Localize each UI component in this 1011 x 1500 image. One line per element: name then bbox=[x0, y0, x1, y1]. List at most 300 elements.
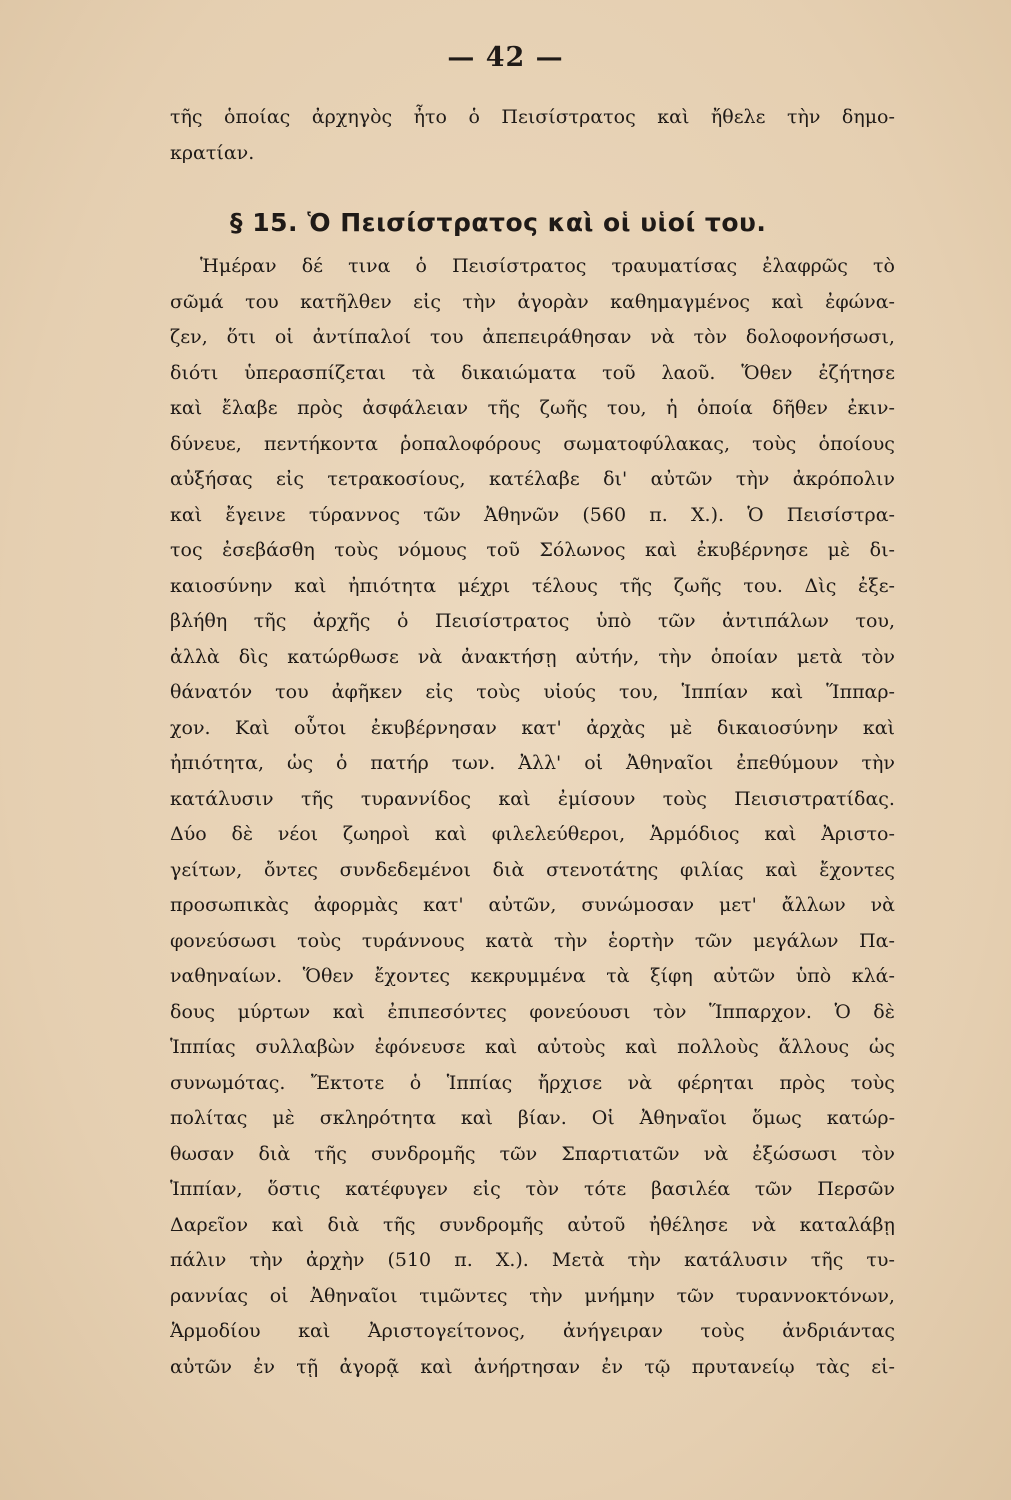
word: διότι bbox=[170, 361, 219, 384]
word: τὸν bbox=[693, 326, 728, 348]
section-heading: § 15. Ὁ Πεισίστρατος καὶ οἱ υἱοί του. bbox=[230, 208, 767, 237]
word: εἰς bbox=[413, 290, 442, 313]
text-line bbox=[170, 391, 895, 427]
word: ἤρχισε bbox=[537, 1071, 603, 1094]
word: τῶν bbox=[423, 503, 461, 526]
word: σωματοφύλακας, bbox=[563, 432, 730, 455]
word: τῶν bbox=[658, 610, 696, 632]
word: τὸν bbox=[861, 1142, 895, 1165]
word: Δὶς bbox=[804, 574, 837, 597]
word: μνήμην bbox=[584, 1284, 655, 1307]
word: ἀρχὴν bbox=[305, 1249, 365, 1271]
text-line bbox=[170, 1172, 895, 1208]
word: οἱ bbox=[584, 752, 604, 774]
word: Ἵππαρ- bbox=[826, 681, 895, 703]
word: συνδρομῆς bbox=[439, 1213, 544, 1236]
text-line bbox=[170, 320, 895, 356]
word: τινα bbox=[348, 255, 391, 277]
text-line bbox=[170, 604, 895, 640]
word: κατάλυσιν bbox=[684, 1249, 788, 1271]
word: τῶν bbox=[499, 1142, 538, 1165]
word: Ἀριστογείτονος, bbox=[367, 1320, 526, 1342]
text-line bbox=[170, 136, 895, 172]
word: πρὸς bbox=[779, 1071, 826, 1094]
page-number: — 42 — bbox=[447, 42, 564, 73]
word: τῆς bbox=[810, 1249, 844, 1271]
word: τοῦ bbox=[602, 361, 636, 384]
word: τοὺς bbox=[334, 539, 379, 561]
word: Ἀθηναῖοι bbox=[626, 752, 714, 774]
word: νὰ bbox=[751, 1213, 776, 1236]
word: μεγάλων bbox=[753, 929, 839, 952]
word: ξίφη bbox=[650, 965, 693, 987]
word: ἐκιν- bbox=[847, 397, 895, 419]
text-line bbox=[170, 533, 895, 569]
word: αὐξήσας bbox=[170, 468, 253, 490]
word: ἀντιπάλων bbox=[722, 610, 829, 632]
word: τὸν bbox=[861, 645, 895, 668]
word: ἦτο bbox=[413, 106, 447, 128]
word: Ἀθηναῖοι bbox=[310, 1284, 398, 1307]
word: Ὅθεν bbox=[302, 965, 354, 987]
word: ἐφόνευσε bbox=[374, 1036, 466, 1058]
word: Χ.). bbox=[495, 1249, 529, 1271]
word: ὁ bbox=[468, 106, 480, 128]
word: ἀρχῆς bbox=[312, 610, 371, 632]
word: Περσῶν bbox=[817, 1178, 895, 1200]
word: δι' bbox=[603, 468, 628, 490]
word: Πεισίστρατος bbox=[435, 610, 570, 632]
text-line bbox=[170, 746, 895, 782]
word: οἱ bbox=[269, 1284, 289, 1307]
word: ἐζήτησε bbox=[818, 361, 895, 384]
word: ἀντίπαλοί bbox=[312, 326, 412, 348]
word: ἠθέλησε bbox=[648, 1213, 728, 1236]
word: Ἔκτοτε bbox=[310, 1071, 385, 1094]
word: βλήθη bbox=[170, 610, 228, 632]
text-line bbox=[170, 995, 895, 1031]
word: θάνατόν bbox=[170, 681, 253, 703]
word: ἐξώσωσι bbox=[752, 1142, 838, 1165]
word: νὰ bbox=[870, 894, 895, 916]
word: ἐπεθύμουν bbox=[736, 752, 839, 774]
word: τὴν bbox=[462, 290, 496, 313]
word: συλλαβὼν bbox=[255, 1036, 355, 1058]
word: Ἁρμοδίου bbox=[170, 1320, 261, 1342]
word: κατ' bbox=[423, 894, 464, 916]
word: κατέλαβε bbox=[488, 468, 580, 490]
word: ζωηροὶ bbox=[342, 823, 411, 845]
word: τὴν bbox=[786, 106, 821, 128]
word: φονεύσωσι bbox=[170, 929, 277, 952]
word: ἐκυβέρνησαν bbox=[370, 716, 497, 739]
word: ὁ bbox=[336, 752, 348, 774]
word: τῶν bbox=[694, 929, 733, 952]
word: Ἵππαρχον. bbox=[709, 1000, 812, 1023]
word: κλά- bbox=[851, 965, 895, 987]
word: Ἀριστο- bbox=[821, 823, 895, 845]
word: τὰς bbox=[815, 1355, 850, 1378]
text-line bbox=[170, 1350, 895, 1386]
word: νὰ bbox=[417, 645, 443, 668]
word: ἐλαφρῶς bbox=[762, 255, 848, 277]
word: ἀσφάλειαν bbox=[362, 397, 469, 419]
text-line bbox=[170, 924, 895, 960]
word: ὑπὸ bbox=[795, 965, 832, 987]
word: συνωμότας. bbox=[170, 1071, 286, 1094]
text-line bbox=[170, 675, 895, 711]
word: διὰ bbox=[327, 1213, 360, 1236]
word: Ὁ bbox=[834, 1000, 851, 1023]
word: νόμους bbox=[397, 539, 467, 561]
word: κατέφυγεν bbox=[345, 1178, 448, 1200]
word: τοὺς bbox=[850, 1071, 895, 1094]
word: ὅτι bbox=[226, 326, 256, 348]
text-line bbox=[170, 462, 895, 498]
word: τῆς bbox=[619, 574, 653, 597]
word: δῆθεν bbox=[772, 397, 828, 419]
word: ἀνήρτησαν bbox=[473, 1355, 581, 1378]
word: ὁ bbox=[409, 1071, 422, 1094]
word: ὁ bbox=[415, 255, 427, 277]
word: καὶ bbox=[498, 787, 531, 810]
word: τὴν bbox=[249, 1249, 283, 1271]
word: ἀγορὰν bbox=[517, 290, 589, 313]
word: ἐκυβέρνησε bbox=[696, 539, 809, 561]
text-line bbox=[170, 817, 895, 853]
word: του, bbox=[607, 397, 647, 419]
word: Ἀθηνῶν bbox=[484, 503, 560, 526]
word: ἐπιπεσόντες bbox=[387, 1000, 507, 1023]
word: ἀνήγειραν bbox=[562, 1320, 663, 1342]
text-line bbox=[170, 1243, 895, 1279]
word: τὴν bbox=[658, 645, 692, 668]
text-line bbox=[170, 498, 895, 534]
text-line bbox=[170, 853, 895, 889]
word: κατάλυσιν bbox=[170, 787, 274, 810]
word: (510 bbox=[387, 1249, 432, 1271]
word: καὶ bbox=[764, 823, 797, 845]
word: ἀφῆκεν bbox=[331, 681, 403, 703]
word: πάλιν bbox=[170, 1249, 227, 1271]
word: τοῦ bbox=[486, 539, 520, 561]
word: πολλοὺς bbox=[677, 1036, 759, 1058]
word: καὶ bbox=[657, 106, 690, 128]
word: τος bbox=[170, 539, 203, 561]
word: μέχρι bbox=[457, 574, 511, 597]
word: τὴν bbox=[529, 1284, 563, 1307]
text-line bbox=[170, 782, 895, 818]
word: Ἱππίας bbox=[446, 1071, 513, 1094]
word: ὁ bbox=[397, 610, 409, 632]
word: ἀγορᾷ bbox=[339, 1355, 400, 1378]
word: Πεισίστρα- bbox=[786, 503, 895, 526]
word: δικαιώματα bbox=[461, 361, 577, 384]
word: τὴν bbox=[553, 929, 588, 952]
word: Δύο bbox=[170, 823, 207, 845]
word: δὶς bbox=[238, 645, 269, 668]
word: ἐν bbox=[253, 1355, 275, 1378]
word: ἔχοντες bbox=[819, 858, 895, 881]
body-text bbox=[170, 100, 895, 1385]
word: Ἀλλ' bbox=[518, 752, 562, 774]
text-line bbox=[170, 640, 895, 676]
word: ὁποίαν bbox=[710, 645, 778, 668]
text-line bbox=[170, 1208, 895, 1244]
text-line bbox=[170, 100, 895, 136]
word: καθημαγμένος bbox=[610, 290, 751, 313]
text-line bbox=[170, 249, 895, 285]
word: Δαρεῖον bbox=[170, 1213, 249, 1236]
word: τὰ bbox=[411, 361, 436, 384]
text-line bbox=[170, 959, 895, 995]
word: τοὺς bbox=[662, 787, 707, 810]
word: ἔλαβε bbox=[221, 397, 278, 419]
word: καὶ bbox=[420, 1355, 453, 1378]
word: αὐτῶν, bbox=[488, 894, 557, 916]
word: νέοι bbox=[277, 823, 319, 845]
word: Ἱππίαν, bbox=[170, 1178, 243, 1200]
word: τῇ bbox=[296, 1355, 319, 1378]
word: καὶ bbox=[271, 1213, 304, 1236]
word: καὶ bbox=[625, 1036, 658, 1058]
word: ζωῆς bbox=[539, 397, 588, 419]
word: στενοτάτης bbox=[546, 858, 659, 881]
word: καταλάβῃ bbox=[799, 1213, 895, 1236]
text-line bbox=[170, 1066, 895, 1102]
word: καὶ bbox=[771, 290, 804, 313]
word: τοὺς bbox=[700, 1320, 745, 1342]
word: τὴν bbox=[735, 468, 770, 490]
word: δολοφονήσωσι, bbox=[745, 326, 895, 348]
word: κατῆλθεν bbox=[300, 290, 392, 313]
word: ἤθελε bbox=[710, 106, 766, 128]
text-line bbox=[170, 1137, 895, 1173]
word: ὡς bbox=[868, 1036, 895, 1058]
word: ἄλλους bbox=[778, 1036, 850, 1058]
word: κρατίαν. bbox=[170, 141, 255, 164]
word: κατώρθωσε bbox=[287, 645, 399, 668]
word: ραννίας bbox=[170, 1284, 249, 1307]
word: καὶ bbox=[294, 574, 327, 597]
word: αὐτῶν bbox=[170, 1355, 232, 1378]
word: κατὰ bbox=[485, 929, 534, 952]
word: καὶ bbox=[170, 503, 203, 526]
word: διὰ bbox=[492, 858, 525, 881]
word: Ἁρμόδιος bbox=[649, 823, 740, 845]
text-line bbox=[170, 1314, 895, 1350]
word: ἠπιότητα, bbox=[170, 752, 265, 774]
word: τῆς bbox=[253, 610, 287, 632]
word: Σόλωνος bbox=[539, 539, 626, 561]
word: ζωῆς bbox=[673, 574, 722, 597]
word: καὶ bbox=[645, 539, 678, 561]
word: τῷ bbox=[644, 1355, 671, 1378]
word: πολίτας bbox=[170, 1107, 248, 1129]
word: οἱ bbox=[274, 326, 294, 348]
word: μὲ bbox=[669, 716, 693, 739]
word: Ἀθηναῖοι bbox=[639, 1107, 727, 1129]
word: δέ bbox=[301, 255, 323, 277]
word: Ὁ bbox=[747, 503, 764, 526]
word: αὐτῶν bbox=[650, 468, 713, 490]
word: αὐτήν, bbox=[575, 645, 640, 668]
word: ὅστις bbox=[267, 1178, 321, 1200]
word: γείτων, bbox=[170, 858, 243, 881]
word: ἀρχὰς bbox=[586, 716, 646, 739]
word: Πεισιστρατίδας. bbox=[734, 787, 895, 810]
word: καὶ bbox=[170, 397, 203, 419]
word: των. bbox=[451, 752, 496, 774]
word: ἀλλὰ bbox=[170, 645, 220, 668]
word: βίαν. bbox=[517, 1107, 567, 1129]
word: ζεν, bbox=[170, 326, 208, 348]
word: σκληρότητα bbox=[319, 1107, 436, 1129]
word: Μετὰ bbox=[551, 1249, 605, 1271]
word: τῶν bbox=[754, 1178, 793, 1200]
word: εἰς bbox=[276, 468, 304, 490]
word: ἀνδριάντας bbox=[782, 1320, 895, 1342]
word: αὐτοὺς bbox=[536, 1036, 606, 1058]
word: Ὅθεν bbox=[741, 361, 793, 384]
word: τῶν bbox=[676, 1284, 715, 1307]
word: συνδρομῆς bbox=[371, 1142, 476, 1165]
word: τῆς bbox=[487, 397, 521, 419]
word: καὶ bbox=[485, 1036, 518, 1058]
word: του bbox=[430, 326, 464, 348]
word: τῆς bbox=[382, 1213, 416, 1236]
word: τοὺς bbox=[752, 432, 797, 455]
word: πεντήκοντα bbox=[264, 432, 378, 455]
word: ἐσεβάσθη bbox=[222, 539, 315, 561]
word: Ἡμέραν bbox=[200, 255, 277, 277]
word: πρὸς bbox=[297, 397, 343, 419]
word: τοὺς bbox=[476, 681, 521, 703]
word: φονεύουσι bbox=[529, 1000, 631, 1023]
word: ἀκρόπολιν bbox=[792, 468, 895, 490]
word: ἐμίσουν bbox=[557, 787, 636, 810]
word: τὸν bbox=[652, 1000, 687, 1023]
text-line bbox=[170, 285, 895, 321]
word: πρυτανείῳ bbox=[691, 1355, 795, 1378]
word: δύνευε, bbox=[170, 432, 242, 455]
word: ὑπερασπίζεται bbox=[244, 361, 386, 384]
text-line bbox=[170, 427, 895, 463]
word: ναθηναίων. bbox=[170, 965, 283, 987]
word: τυράννους bbox=[361, 929, 465, 952]
word: πατήρ bbox=[370, 752, 429, 774]
word: του bbox=[245, 290, 279, 313]
word: μὲ bbox=[272, 1107, 295, 1129]
word: ἔγεινε bbox=[225, 503, 286, 526]
word: του, bbox=[855, 610, 895, 632]
word: μύρτων bbox=[237, 1000, 311, 1023]
word: καιοσύνην bbox=[170, 574, 273, 597]
word: καὶ bbox=[434, 823, 467, 845]
word: δημο- bbox=[841, 106, 895, 128]
word: αὐτοῦ bbox=[567, 1213, 626, 1236]
word: ἄλλων bbox=[781, 894, 846, 916]
word: μὲ bbox=[827, 539, 851, 561]
word: τῆς bbox=[314, 1142, 347, 1165]
word: του, bbox=[619, 681, 659, 703]
word: κατώρ- bbox=[826, 1107, 895, 1129]
word: τετρακοσίους, bbox=[327, 468, 466, 490]
word: τὴν bbox=[627, 1249, 662, 1271]
word: Ἱππίαν bbox=[681, 681, 749, 703]
word: φιλελεύθεροι, bbox=[491, 823, 626, 845]
word: μετὰ bbox=[796, 645, 843, 668]
word: ἐν bbox=[601, 1355, 624, 1378]
word: χον. bbox=[170, 716, 211, 739]
word: καὶ bbox=[765, 858, 798, 881]
word: εἰς bbox=[425, 681, 454, 703]
word: τὸν bbox=[525, 1178, 560, 1200]
word: τυ- bbox=[866, 1249, 895, 1271]
word: προσωπικὰς bbox=[170, 894, 289, 916]
word: Σπαρτιατῶν bbox=[561, 1142, 680, 1165]
word: καὶ bbox=[298, 1320, 331, 1342]
word: διὰ bbox=[258, 1142, 291, 1165]
word: νὰ bbox=[703, 1142, 729, 1165]
word: καὶ bbox=[771, 681, 804, 703]
word: δὲ bbox=[873, 1000, 895, 1023]
word: λαοῦ. bbox=[661, 361, 716, 384]
word: Πεισίστρατος bbox=[501, 106, 636, 128]
word: τέλους bbox=[531, 574, 598, 597]
word: ὁποία bbox=[697, 397, 753, 419]
word: ἑορτὴν bbox=[608, 929, 675, 952]
word: ὅμως bbox=[751, 1107, 802, 1129]
word: οὗτοι bbox=[294, 716, 347, 739]
word: υἱούς bbox=[543, 681, 597, 703]
word: κεκρυμμένα bbox=[470, 965, 586, 987]
word: δὲ bbox=[231, 823, 254, 845]
word: Οἱ bbox=[591, 1107, 615, 1129]
word: δικαιοσύνην bbox=[716, 716, 839, 739]
word: συνδεδεμένοι bbox=[339, 858, 471, 881]
word: ἀπεπειράθησαν bbox=[482, 326, 632, 348]
word: (560 bbox=[582, 503, 627, 526]
word: δι- bbox=[869, 539, 895, 561]
word: ἐφώνα- bbox=[825, 290, 895, 313]
word: συνώμοσαν bbox=[581, 894, 695, 916]
word: ἀφορμὰς bbox=[313, 894, 399, 916]
word: εἰς bbox=[472, 1178, 501, 1200]
text-line bbox=[170, 711, 895, 747]
word: τὸ bbox=[873, 255, 895, 277]
word: τῆς bbox=[170, 106, 203, 128]
word: ἠπιότητα bbox=[348, 574, 437, 597]
word: θωσαν bbox=[170, 1142, 235, 1165]
text-line bbox=[170, 1279, 895, 1315]
word: αὐτῶν bbox=[713, 965, 776, 987]
text-line bbox=[170, 569, 895, 605]
word: ἀνακτήσῃ bbox=[461, 645, 557, 668]
word: ἡ bbox=[666, 397, 678, 419]
word: ὡς bbox=[286, 752, 314, 774]
word: Χ.). bbox=[691, 503, 725, 526]
word: π. bbox=[454, 1249, 473, 1271]
word: τὴν bbox=[861, 752, 895, 774]
word: τυραννοκτόνων, bbox=[735, 1284, 895, 1307]
word: τότε bbox=[583, 1178, 627, 1200]
word: ἐξε- bbox=[858, 574, 895, 597]
word: π. bbox=[649, 503, 668, 526]
word: μετ' bbox=[718, 894, 757, 916]
text-line bbox=[170, 1030, 895, 1066]
word: δους bbox=[170, 1000, 216, 1023]
